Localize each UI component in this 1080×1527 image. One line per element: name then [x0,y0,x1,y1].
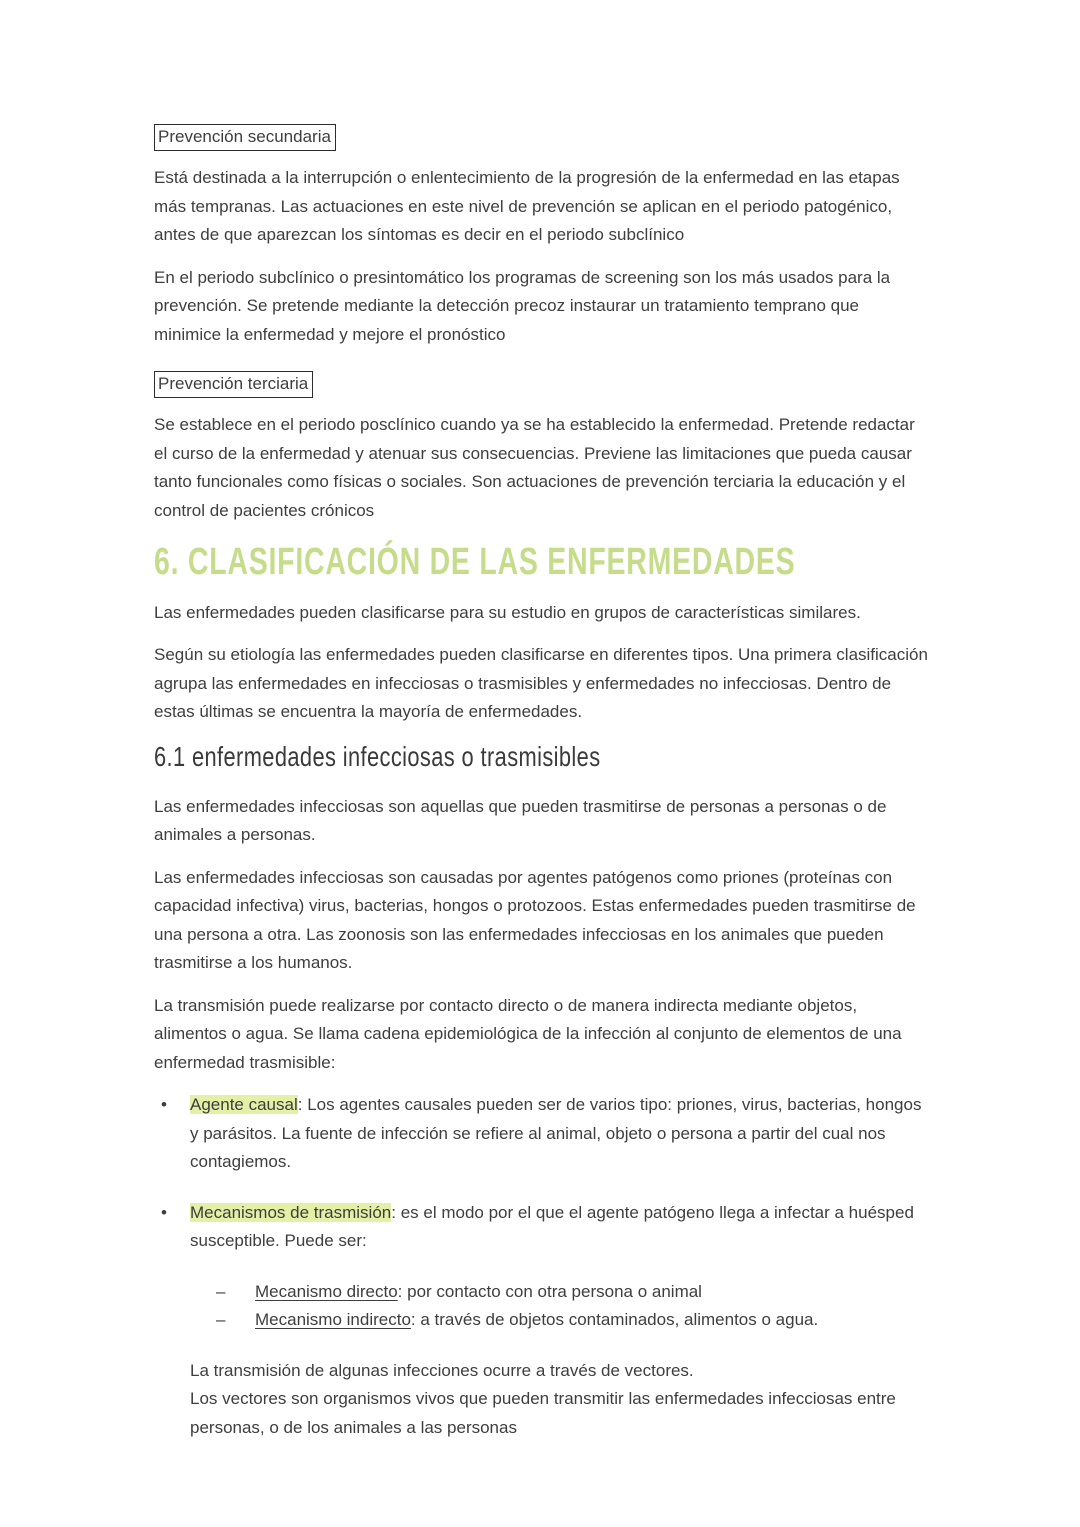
underlined-term-mecanismo-directo: Mecanismo directo [255,1281,398,1301]
sub-bullet-mecanismo-directo [154,1278,930,1307]
sub-bullet-mecanismo-indirecto [154,1306,930,1335]
sub-bullet-text-mecanismo-indirecto: : a través de objetos contaminados, alimentos o agua. [410,1310,819,1330]
bullet-text-agente-causal: : Los agentes causales pueden ser de varios tipo: priones, virus, bacterias, hongos y parásitos. La fuente de infección se refiere al animal, objeto o persona a partir del cual nos contagiemos. [190,1095,922,1172]
boxed-heading-prevencion-terciaria: Prevención terciaria [154,371,313,398]
section-heading-clasificacion-enfermedades: 6. CLASIFICACIÓN DE LAS ENFERMEDADES [154,541,796,583]
bullet-item-mecanismos-trasmision [154,1199,930,1256]
closing-line-1: La transmisión de algunas infecciones ocurre a través de vectores. [190,1360,694,1380]
closing-paragraph-vectores [154,1357,930,1443]
paragraph-prevencion-secundaria-2: En el periodo subclínico o presintomático los programas de screening son los más usados para la prevención. Se pretende mediante la detección precoz instaurar un tratamiento temprano que minimice la enfermedad y mejore el pronóstico [154,267,891,344]
bullet-item-agente-causal [154,1091,930,1177]
subsection-heading-enfermedades-infecciosas: 6.1 enfermedades infecciosas o trasmisibles [154,740,601,772]
underlined-term-mecanismo-indirecto: Mecanismo indirecto [255,1310,411,1330]
paragraph-infecciosas-2: Las enfermedades infecciosas son causadas por agentes patógenos como priones (proteínas con capacidad infectiva) virus, bacterias, hongos o protozoos. Estas enfermedades pueden trasmitirse de una persona a otra. Las zoonosis son las enfermedades infecciosas en los animales que pueden trasmitirse a los humanos. [154,867,916,973]
paragraph-prevencion-terciaria-1: Se establece en el periodo posclínico cuando ya se ha establecido la enfermedad. Pretende redactar el curso de la enfermedad y atenuar sus consecuencias. Previene las limitaciones que pueda causar tanto funcionales como físicas o sociales. Son actuaciones de prevención terciaria la educación y el control de pacientes crónicos [154,415,915,520]
highlighted-term-agente-causal: Agente causal [190,1095,298,1115]
bullet-text-mecanismos-trasmision: : es el modo por el que el agente patógeno llega a infectar a huésped susceptible. Puede ser: [190,1202,914,1251]
boxed-heading-prevencion-secundaria: Prevención secundaria [154,124,336,151]
paragraph-clasificacion-1: Las enfermedades pueden clasificarse para su estudio en grupos de características similares. [154,602,861,622]
paragraph-infecciosas-1: Las enfermedades infecciosas son aquellas que pueden trasmitirse de personas a personas o de animales a personas. [154,796,887,845]
closing-line-2: Los vectores son organismos vivos que pueden transmitir las enfermedades infecciosas entre personas, o de los animales a las personas [190,1389,896,1437]
mecanismo-sublist [154,1278,930,1335]
paragraph-infecciosas-3: La transmisión puede realizarse por contacto directo o de manera indirecta mediante objetos, alimentos o agua. Se llama cadena epidemiológica de la infección al conjunto de elementos de una enfermedad trasmisible: [154,995,902,1072]
paragraph-clasificacion-2: Según su etiología las enfermedades pueden clasificarse en diferentes tipos. Una primera clasificación agrupa las enfermedades en infecciosas o trasmisibles y enfermedades no infecciosas. Dentro de estas últimas se encuentra la mayoría de enfermedades. [154,645,928,722]
paragraph-prevencion-secundaria-1: Está destinada a la interrupción o enlentecimiento de la progresión de la enfermedad en las etapas más tempranas. Las actuaciones en este nivel de prevención se aplican en el periodo patogénico, antes de que aparezcan los síntomas es decir en el periodo subclínico [154,168,900,244]
epidemiological-chain-list [154,1091,930,1256]
highlighted-term-mecanismos-trasmision: Mecanismos de trasmisión [190,1202,392,1222]
sub-bullet-text-mecanismo-directo: : por contacto con otra persona o animal [397,1281,702,1301]
